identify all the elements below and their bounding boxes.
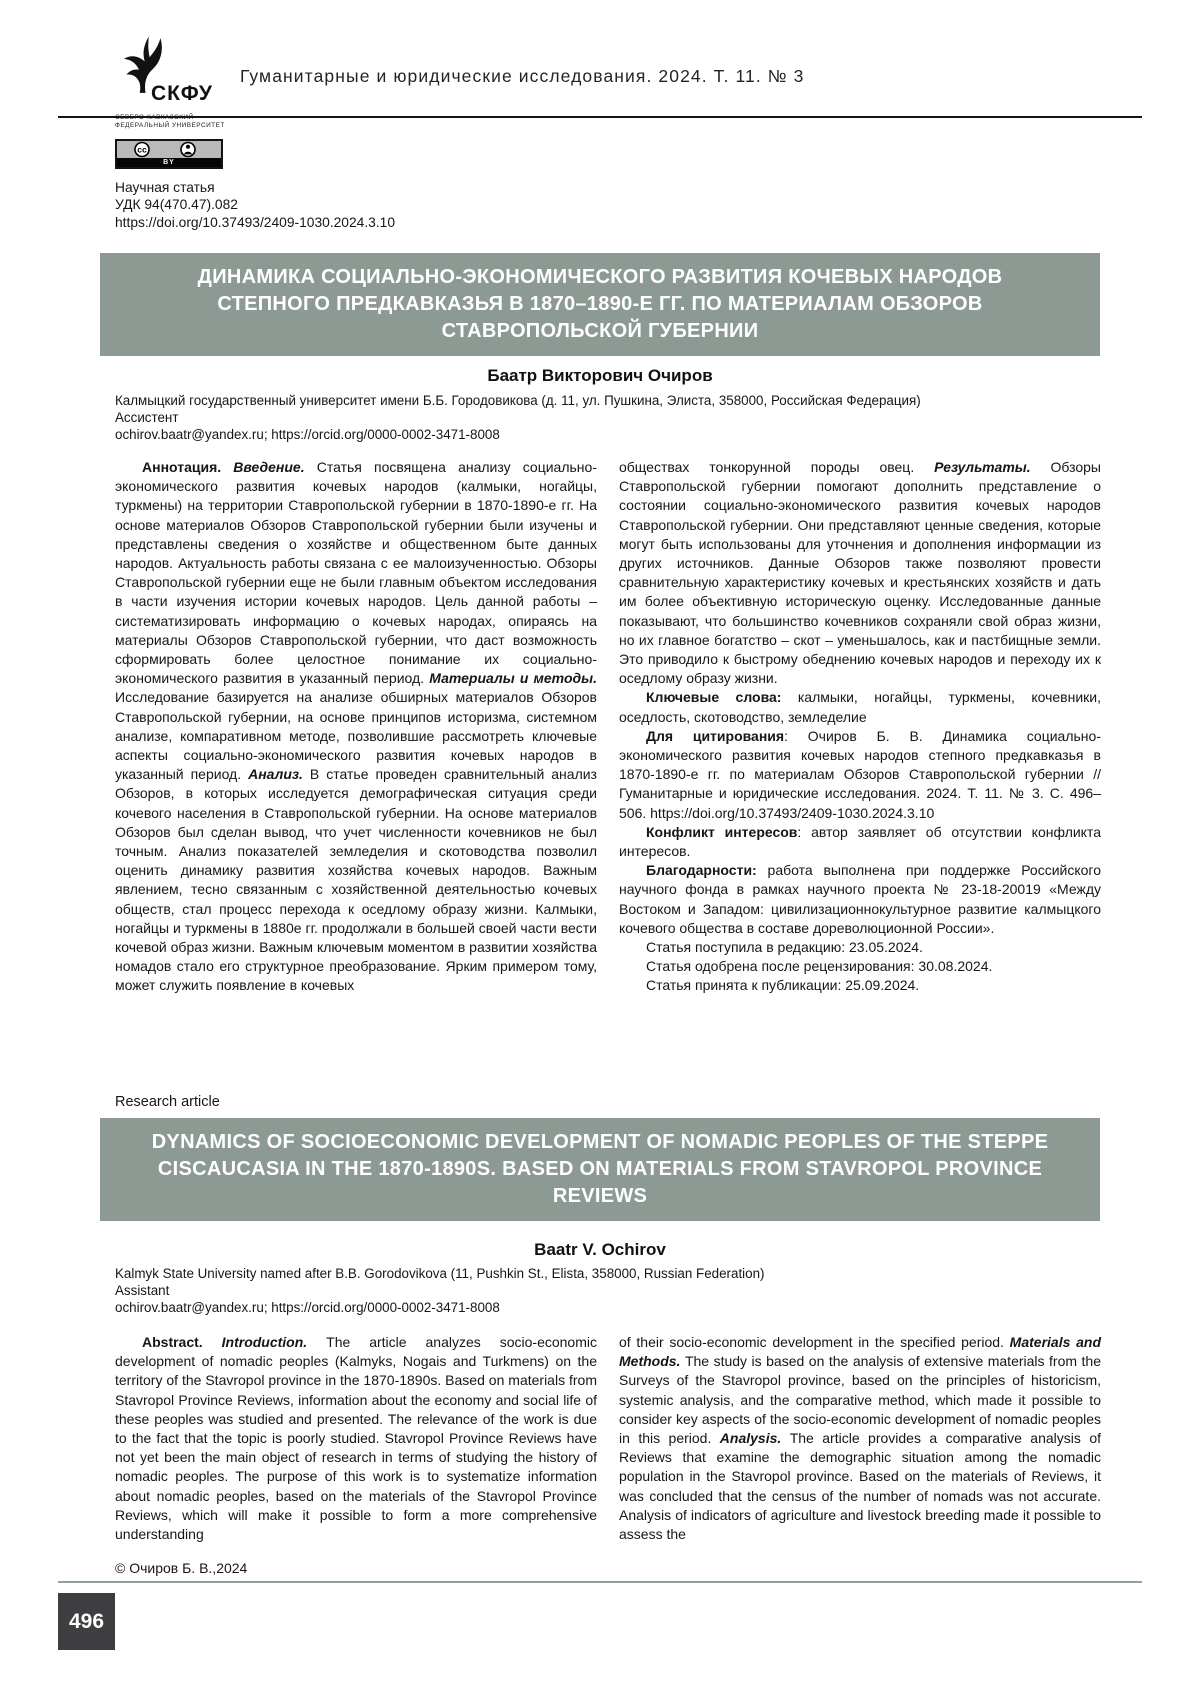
person-head-icon xyxy=(186,145,190,149)
ru-abstract-right-column xyxy=(619,458,1101,996)
en-abstract xyxy=(115,1333,1101,1544)
en-abstract-left-column xyxy=(115,1333,597,1544)
ru-contact[interactable]: ochirov.baatr@yandex.ru; https://orcid.org/0000-0002-3471-8008 xyxy=(115,426,500,442)
ru-title-banner xyxy=(100,253,1100,356)
en-affiliation-block xyxy=(115,1266,1090,1317)
cc-person-icons xyxy=(117,141,221,158)
cc-letters: cc xyxy=(137,144,147,155)
ru-affiliation: Калмыцкий государственный университет имени Б.Б. Городовикова (д. 11, ул. Пушкина, Элиста, 358000, Российская Федерация) xyxy=(115,393,921,408)
ru-position: Ассистент xyxy=(115,409,179,425)
paragraph: Аннотация. Введение. Статья посвящена анализу социально-экономического развития кочевых народов (калмыки, ногайцы, туркмены) на территории Ставропольской губернии в 1870-1890-е гг. На основе материалов Обзоров Ставропольской губернии были изучены и представлены сведения о хозяйстве и общественном быте данных народов. Актуальность работы связана с ее малоизученностью. Обзоры Ставропольской губернии еще не были главным объектом исследования в части изучения истории кочевых народов. Цель данной работы – систематизировать информацию о кочевых народах, опираясь на материалы Обзоров Ставропольской губернии, что даст возможность сформировать более целостное понимание их социально-экономического развития в указанный период. Материалы и методы. Исследование базируется на анализе обширных материалов Обзоров Ставропольской губернии, на основе принципов историзма, системном анализе, компаративном методе, позволившие рассмотреть ключевые аспекты социально-экономического развития кочевых народов в указанный период. Анализ. В статье проведен сравнительный анализ Обзоров, в которых исследуется демографическая ситуация среди кочевого населения в Ставропольской губернии. На основе материалов Обзоров был сделан вывод, что учет численности кочевников не был точным. Анализ показателей земледелия и скотоводства позволил оценить динамику развития хозяйства кочевых народов. Важным явлением, тесно связанным с хозяйственной деятельностью кочевых обществ, стал процесс перехода к оседлому образу жизни. Калмыки, ногайцы и туркмены в 1880е гг. продолжали в большей своей части вести кочевой образ жизни. Важным ключевым моментом в развитии хозяйства номадов стало его структурное преобразование. Ярким примером тому, может служить появление в кочевых xyxy=(115,459,598,994)
article-meta xyxy=(115,179,395,231)
en-position: Assistant xyxy=(115,1282,170,1298)
ru-author-name: Баатр Викторович Очиров xyxy=(487,366,713,385)
ru-abstract-left-column xyxy=(115,458,597,996)
by-label: BY xyxy=(117,158,221,167)
doi-link[interactable]: https://doi.org/10.37493/2409-1030.2024.3.10 xyxy=(115,214,396,230)
en-title-banner xyxy=(100,1118,1100,1221)
page-number-badge: 496 xyxy=(58,1593,115,1650)
paragraph: Статья поступила в редакцию: 23.05.2024. xyxy=(646,939,923,956)
article-type-label: Научная статья xyxy=(115,180,215,195)
cc-by-license-badge xyxy=(115,139,223,169)
research-article-label: Research article xyxy=(115,1094,220,1110)
paragraph: Для цитирования: Очиров Б. В. Динамика социально-экономического развития кочевых народов степного предкавказья в 1870-1890-е гг. по материалам Обзоров Ставропольской губернии // Гуманитарные и юридические исследования. 2024. Т. 11. № 3. С. 496–506. https://doi.org/10.37493/2409-1030.2024.3.10 xyxy=(619,727,1101,821)
ru-article-title: ДИНАМИКА СОЦИАЛЬНО-ЭКОНОМИЧЕСКОГО РАЗВИТИЯ КОЧЕВЫХ НАРОДОВ СТЕПНОГО ПРЕДКАВКАЗЬЯ В 1870–1890-Е ГГ. ПО МАТЕРИАЛАМ ОБЗОРОВ СТАВРОПОЛЬСКОЙ ГУБЕРНИИ xyxy=(197,266,1003,342)
ru-affiliation-block xyxy=(115,393,1090,444)
paragraph: Abstract. Introduction. The article analyzes socio-economic development of nomadic peoples (Kalmyks, Nogais and Turkmens) on the territory of the Stavropol province in the 1870-1890s. Based on materials from Stavropol Province Reviews, information about the economy and social life of these peoples was studied and presented. The relevance of the work is due to the fact that the topic is poorly studied. Stavropol Province Reviews have not yet been the main object of research in terms of studying the history of nomadic peoples. The purpose of this work is to systematize information about nomadic peoples, based on the materials of the Stavropol Province Reviews, which will make it possible to form a more comprehensive understanding xyxy=(115,1334,597,1543)
logo-acronym: СКФУ xyxy=(151,82,213,105)
paragraph: Статья принята к публикации: 25.09.2024. xyxy=(646,977,920,994)
en-affiliation: Kalmyk State University named after B.B. Gorodovikova (11, Pushkin St., Elista, 358000, Russian Federation) xyxy=(115,1266,765,1281)
copyright-notice: © Очиров Б. В.,2024 xyxy=(115,1560,248,1576)
en-abstract-right-column xyxy=(619,1333,1101,1544)
en-contact[interactable]: ochirov.baatr@yandex.ru; https://orcid.org/0000-0002-3471-8008 xyxy=(115,1299,500,1315)
ru-abstract xyxy=(115,458,1101,996)
paragraph: of their socio-economic development in the specified period. Materials and Methods. The study is based on the analysis of extensive materials from the Surveys of the Stavropol province, based on the principles of historicism, systemic analysis, and the comparative method, which made it possible to consider key aspects of the socio-economic development of nomadic peoples in this period. Analysis. The article provides a comparative analysis of Reviews that examine the demographic situation among the nomadic population in the Stavropol province. Based on the materials of Reviews, it was concluded that the census of the number of nomads was not accurate. Analysis of indicators of agriculture and livestock breeding made it possible to assess the xyxy=(619,1334,1101,1543)
paragraph: Благодарности: работа выполнена при поддержке Российского научного фонда в рамках научного проекта № 23-18-20019 «Между Востоком и Западом: цивилизационнокультурное развитие калмыцкого кочевого общества в составе дореволюционной России». xyxy=(619,862,1102,936)
en-author-name: Baatr V. Ochirov xyxy=(534,1240,666,1259)
paragraph: Конфликт интересов: автор заявляет об отсутствии конфликта интересов. xyxy=(619,823,1102,860)
header-rule xyxy=(58,116,1142,118)
logo-caption-line2: ФЕДЕРАЛЬНЫЙ УНИВЕРСИТЕТ xyxy=(115,121,225,129)
udc-number: УДК 94(470.47).082 xyxy=(115,197,238,213)
paragraph: Ключевые слова: калмыки, ногайцы, туркмены, кочевники, оседлость, скотоводство, земледелие xyxy=(619,689,1101,725)
en-article-title: DYNAMICS OF SOCIOECONOMIC DEVELOPMENT OF NOMADIC PEOPLES OF THE STEPPE CISCAUCASIA IN THE 1870-1890S. BASED ON MATERIALS FROM STAVROPOL PROVINCE REVIEWS xyxy=(151,1131,1049,1207)
paragraph: обществах тонкорунной породы овец. Результаты. Обзоры Ставропольской губернии помогают дополнить представление о состоянии социально-экономического развития кочевых народов Ставропольской губернии. Они представляют ценные сведения, которые могут быть использованы для уточнения и дополнения информации из других источников. Данные Обзоров также позволяют провести сравнительную характеристику кочевых и крестьянских хозяйств и дать им более объективную историческую оценку. Исследованные данные показывают, что большинство кочевников сохраняли свой образ жизни, но их главное богатство – скот – уменьшалось, как и пастбищные земли. Это приводило к быстрому обеднению кочевых народов и переходу их к оседлому образу жизни. xyxy=(619,459,1101,687)
journal-title: Гуманитарные и юридические исследования. 2024. Т. 11. № 3 xyxy=(240,66,805,86)
paragraph: Статья одобрена после рецензирования: 30.08.2024. xyxy=(646,958,993,975)
footer-rule xyxy=(58,1581,1142,1583)
